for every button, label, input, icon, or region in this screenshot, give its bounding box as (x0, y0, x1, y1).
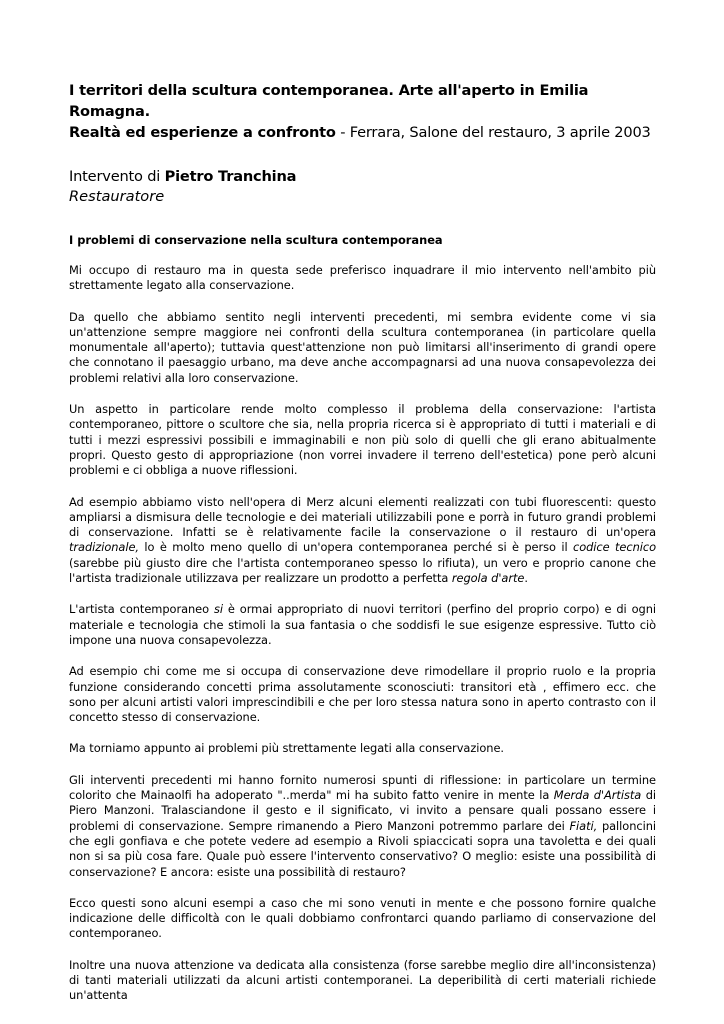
paragraph-4-text-c: (sarebbe più giusto dire che l'artista contemporaneo spesso lo rifiuta), un vero e proprio canone che l'artista tradizionale utilizzava per realizzare un prodotto a perfetta (69, 555, 656, 586)
speaker-line (69, 167, 656, 187)
paragraph-8 (69, 773, 656, 880)
title-line-1: I territori della scultura contemporanea. Arte all'aperto in Emilia Romagna. (69, 82, 589, 120)
title-venue: - Ferrara, Salone del restauro, 3 aprile 2003 (335, 124, 651, 141)
paragraph-5-text-a: L'artista contemporaneo (69, 602, 214, 617)
paragraph-4-text-a: Ad esempio abbiamo visto nell'opera di Merz alcuni elementi realizzati con tubi fluorescenti: questo ampliarsi a dismisura delle tecnologie e dei materiali utilizzabili pone e porrà in futuro grandi problemi di conservazione. Infatti se è relativamente facile la conservazione o il restauro di un'opera (69, 494, 656, 540)
speaker-prefix: Intervento di (69, 168, 165, 185)
paragraph-5-italic-si: si (213, 602, 223, 617)
paragraph-4-italic-regola-darte: regola d'arte (451, 571, 525, 586)
speaker-name: Pietro Tranchina (164, 168, 297, 185)
paragraph-4-italic-tradizionale: tradizionale, (69, 540, 139, 555)
paragraph-8-italic-merda-dartista: Merda d'Artista (553, 788, 642, 803)
title-line-2-bold: Realtà ed esperienze a confronto (69, 124, 336, 141)
paragraph-8-italic-fiati: Fiati, (569, 818, 598, 833)
paragraph-8-text-c: palloncini che egli gonfiava e che potete vedere ad esempio a Rivoli spiaccicati sopra una tavoletta e dei quali non si sa più cosa fare. Quale può essere l'intervento conservativo? O meglio: esiste una possibilità di conservazione? E ancora: esiste una possibilità di restauro? (69, 818, 656, 879)
paragraph-5 (69, 602, 656, 648)
paragraph-9: Ecco questi sono alcuni esempi a caso che mi sono venuti in mente e che possono fornire qualche indicazione delle difficoltà con le quali dobbiamo confrontarci quando parliamo di conservazione del contemporaneo. (69, 895, 656, 941)
paragraph-4-text-d: . (524, 571, 528, 586)
section-heading: I problemi di conservazione nella scultura contemporanea (69, 233, 443, 247)
paragraph-4-italic-codice-tecnico: codice tecnico (573, 540, 657, 555)
paragraph-3: Un aspetto in particolare rende molto complesso il problema della conservazione: l'artista contemporaneo, pittore o scultore che sia, nella propria ricerca si è appropriato di tutti i materiali e di tutti i mezzi espressivi possibili e immaginabili e non più solo di quelli che gli erano abitualmente propri. Questo gesto di appropriazione (non vorrei invadere il terreno dell'estetica) pone però alcuni problemi e ci obbliga a nuove riflessioni. (69, 402, 656, 478)
paragraph-4-text-b: lo è molto meno quello di un'opera contemporanea perché si è perso il (138, 540, 573, 555)
paragraph-2: Da quello che abbiamo sentito negli interventi precedenti, mi sembra evidente come vi sia un'attenzione sempre maggiore nei confronti della scultura contemporanea (in particolare quella monumentale all'aperto); tuttavia quest'attenzione non può limitarsi all'inserimento di grandi opere che connotano il paesaggio urbano, ma deve anche accompagnarsi ad una nuova consapevolezza dei problemi relativi alla loro conservazione. (69, 309, 656, 385)
paragraph-8-text-a: Gli interventi precedenti mi hanno fornito numerosi spunti di riflessione: in particolare un termine colorito che Mainaolfi ha adoperato "..merda" mi ha subito fatto venire in mente la (69, 772, 656, 803)
speaker-role: Restauratore (69, 188, 165, 205)
paragraph-8-text-b: di Piero Manzoni. Tralasciandone il gesto e il significato, vi invito a pensare quali possano essere i problemi di conservazione. Sempre rimanendo a Piero Manzoni potremmo parlare dei (69, 788, 657, 833)
paragraph-10: Inoltre una nuova attenzione va dedicata alla consistenza (forse sarebbe meglio dire all'inconsistenza) di tanti materiali utilizzati da alcuni artisti contemporanei. La deperibilità di certi materiali richiede un'attenta (69, 957, 656, 1003)
paragraph-4 (69, 495, 656, 587)
document-title (69, 80, 656, 143)
paragraph-6: Ad esempio chi come me si occupa di conservazione deve rimodellare il proprio ruolo e la propria funzione considerando concetti prima assolutamente sconosciuti: transitori età , effimero ecc. che sono per alcuni artisti valori imprescindibili e che per loro stessa natura sono in aperto contrasto con il concetto stesso di conservazione. (69, 664, 656, 725)
document-page (69, 80, 656, 1004)
paragraph-1: Mi occupo di restauro ma in questa sede preferisco inquadrare il mio intervento nell'ambito più strettamente legato alla conservazione. (69, 263, 656, 293)
paragraph-5-text-b: è ormai appropriato di nuovi territori (perfino del proprio corpo) e di ogni materiale e tecnologia che stimoli la sua fantasia o che soddisfi le sue esigenze espressive. Tutto ciò impone una nuova consapevolezza. (69, 602, 656, 647)
paragraph-7: Ma torniamo appunto ai problemi più strettamente legati alla conservazione. (69, 741, 504, 756)
